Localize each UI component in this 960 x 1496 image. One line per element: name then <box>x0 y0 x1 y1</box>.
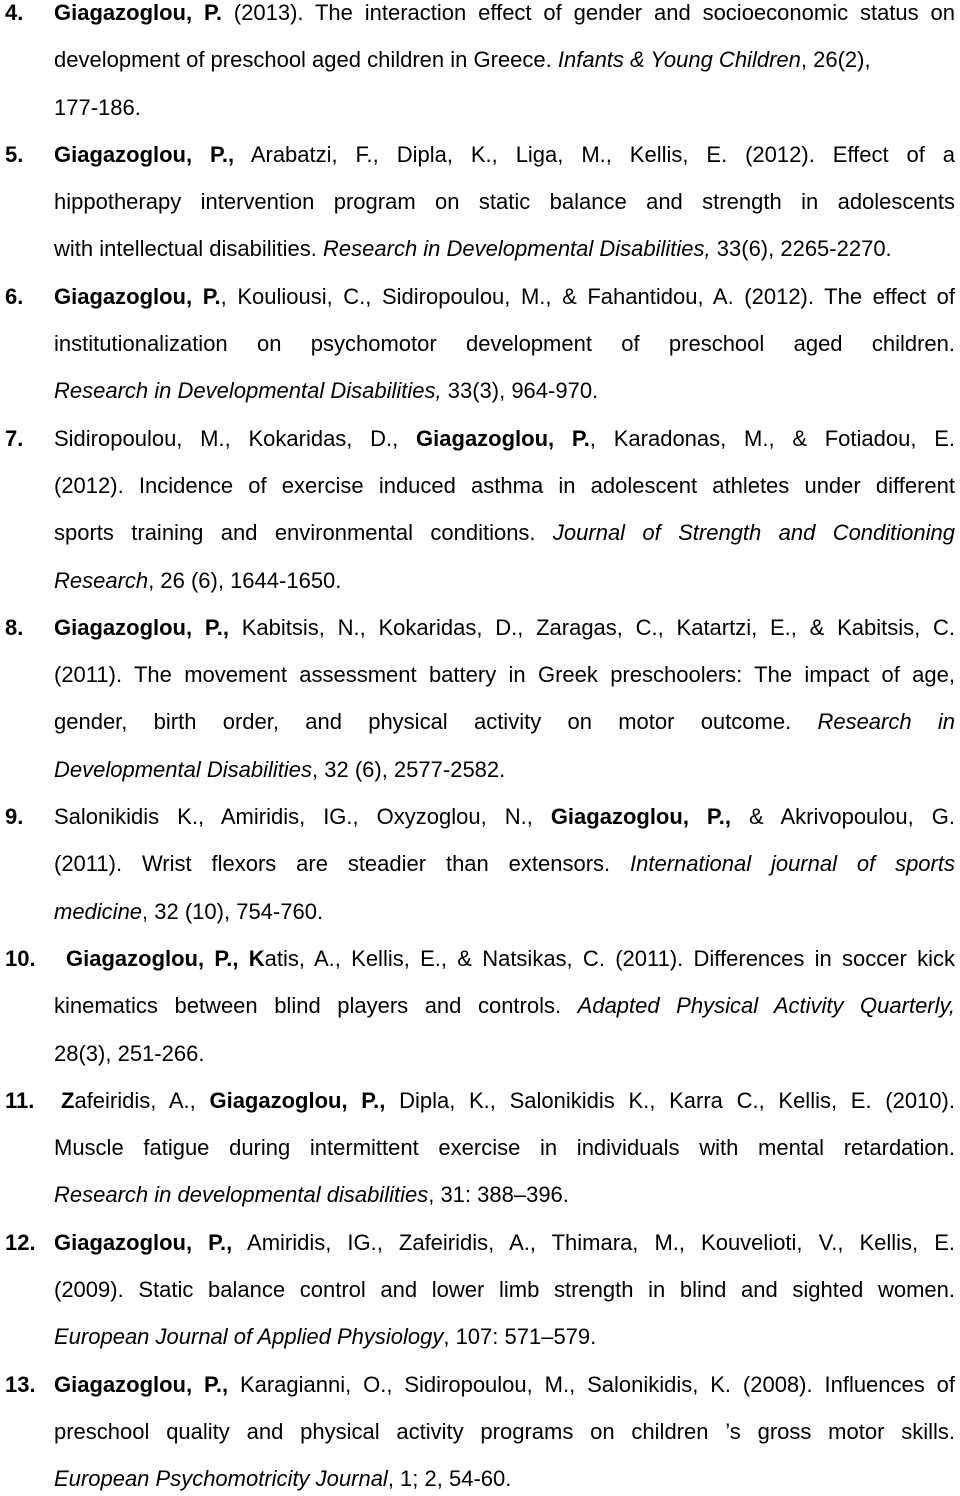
reference-number: 6. <box>5 283 24 309</box>
reference-line-text <box>54 1088 955 1114</box>
citation-text: , Karadonas, M., & Fotiadou, E. <box>589 425 956 451</box>
citation-text: (2011). Wrist flexors are steadier than extensors. <box>54 851 630 877</box>
citation-text: Dipla, K., Salonikidis K., Karra C., Kellis, E. (2010). <box>385 1087 955 1113</box>
highlighted-author-name: Giagazoglou, P., <box>54 1371 229 1397</box>
reference-entry <box>0 1088 960 1209</box>
reference-line <box>0 284 960 310</box>
citation-text: & Akrivopoulou, G. <box>731 804 955 830</box>
reference-entry <box>0 615 960 783</box>
reference-line-text <box>54 899 955 925</box>
reference-number: 13. <box>5 1371 36 1397</box>
reference-line-text <box>54 757 955 783</box>
reference-line-text <box>54 662 955 688</box>
journal-title: medicine <box>54 898 143 924</box>
reference-line-text <box>54 1041 955 1067</box>
reference-line <box>0 236 960 262</box>
reference-line-text <box>54 1230 955 1256</box>
reference-line-text <box>54 473 955 499</box>
citation-text: , 1; 2, 54-60. <box>387 1466 512 1492</box>
citation-text: 33(6), 2265-2270. <box>710 236 892 262</box>
citation-text: gender, birth order, and physical activity on motor outcome. <box>54 709 818 735</box>
citation-text: (2013). The interaction effect of gender and socioeconomic status on <box>221 0 955 25</box>
reference-line-text <box>54 520 955 546</box>
reference-line <box>0 95 960 121</box>
reference-line-text <box>54 95 955 121</box>
journal-title: Research in developmental disabilities <box>54 1182 429 1208</box>
reference-line-text <box>54 709 955 735</box>
citation-text: , 32 (10), 754-760. <box>142 898 324 924</box>
citation-text: development of preschool aged children in Greece. <box>54 47 558 73</box>
reference-line-text <box>54 47 955 73</box>
reference-line-text <box>54 1135 955 1161</box>
reference-number: 10. <box>5 945 36 971</box>
reference-number: 12. <box>5 1229 36 1255</box>
citation-text: with intellectual disabilities. <box>54 236 324 262</box>
reference-entry <box>0 1372 960 1493</box>
reference-line-text <box>54 804 955 830</box>
citation-text: sports training and environmental conditions. <box>54 520 553 546</box>
reference-number: 5. <box>5 141 24 167</box>
reference-line-text <box>54 0 955 26</box>
citation-text: Arabatzi, F., Dipla, K., Liga, M., Kellis, E. (2012). Effect of a <box>234 141 956 167</box>
reference-line <box>0 615 960 641</box>
reference-number: 7. <box>5 425 24 451</box>
reference-line <box>0 1372 960 1398</box>
journal-title: European Journal of Applied Physiology <box>54 1324 444 1350</box>
reference-line-text <box>54 1277 955 1303</box>
reference-line <box>0 1088 960 1114</box>
citation-text: atis, A., Kellis, E., & Natsikas, C. (2011). Differences in soccer kick <box>264 945 955 971</box>
reference-line <box>0 0 960 26</box>
reference-line-text <box>54 568 955 594</box>
reference-line <box>0 993 960 1019</box>
reference-line <box>0 851 960 877</box>
highlighted-author-name: Giagazoglou, P., <box>550 804 731 830</box>
highlighted-author-name: Giagazoglou, P. <box>54 283 221 309</box>
reference-line-text <box>54 615 955 641</box>
citation-text: afeiridis, A., <box>74 1087 210 1113</box>
citation-text: 28(3), 251-266. <box>54 1040 205 1066</box>
reference-line <box>0 662 960 688</box>
highlighted-author-name: Giagazoglou, P. <box>54 0 222 25</box>
journal-title: Research <box>54 567 149 593</box>
reference-line-text <box>54 1419 955 1445</box>
reference-line <box>0 1466 960 1492</box>
reference-line <box>0 1419 960 1445</box>
citation-text: (2009). Static balance control and lower limb strength in blind and sighted women. <box>54 1277 955 1303</box>
reference-number: 8. <box>5 614 24 640</box>
reference-line <box>0 1135 960 1161</box>
reference-line <box>0 1230 960 1256</box>
reference-line-text <box>54 1372 955 1398</box>
citation-text: Karagianni, O., Sidiropoulou, M., Salonikidis, K. (2008). Influences of <box>228 1371 955 1397</box>
journal-title: Infants & Young Children <box>557 47 801 73</box>
reference-line-text <box>54 1324 955 1350</box>
reference-line <box>0 946 960 972</box>
reference-line-text <box>54 331 955 357</box>
highlighted-author-name: Giagazoglou, P., <box>209 1087 386 1113</box>
reference-line <box>0 568 960 594</box>
reference-line-text <box>54 1182 955 1208</box>
highlighted-author-name: Giagazoglou, P., K <box>66 945 265 971</box>
reference-line <box>0 899 960 925</box>
reference-line <box>0 426 960 452</box>
reference-entry <box>0 946 960 1067</box>
citation-text: Muscle fatigue during intermittent exercise in individuals with mental retardation. <box>54 1135 955 1161</box>
reference-line-text <box>54 946 955 972</box>
reference-line-text <box>54 1466 955 1492</box>
citation-text: hippotherapy intervention program on static balance and strength in adolescents <box>54 189 955 215</box>
highlighted-author-name: Giagazoglou, P., <box>54 1229 233 1255</box>
citation-text: Kabitsis, N., Kokaridas, D., Zaragas, C., Katartzi, E., & Kabitsis, C. <box>228 614 956 640</box>
journal-title: European Psychomotricity Journal <box>54 1466 388 1492</box>
reference-line <box>0 142 960 168</box>
highlighted-author-name: Z <box>61 1087 75 1113</box>
citation-text: institutionalization on psychomotor development of preschool aged children. <box>54 331 955 357</box>
reference-line <box>0 378 960 404</box>
citation-text: preschool quality and physical activity programs on children ’s gross motor skills. <box>54 1418 955 1444</box>
reference-number: 4. <box>5 0 24 25</box>
reference-number: 9. <box>5 804 24 830</box>
citation-text: , 107: 571–579. <box>443 1324 597 1350</box>
reference-entry <box>0 0 960 121</box>
citation-text: , 31: 388–396. <box>428 1182 569 1208</box>
citation-text: (2011). The movement assessment battery in Greek preschoolers: The impact of age, <box>54 662 955 688</box>
journal-title: Journal of Strength and Conditioning <box>552 520 955 546</box>
reference-line-text <box>54 189 955 215</box>
citation-text: , 32 (6), 2577-2582. <box>312 756 506 782</box>
citation-text: (2012). Incidence of exercise induced asthma in adolescent athletes under different <box>54 472 955 498</box>
reference-line <box>0 1277 960 1303</box>
citation-text: 33(3), 964-970. <box>441 378 599 404</box>
reference-line <box>0 1324 960 1350</box>
citation-text: 177-186. <box>54 94 141 120</box>
journal-title: Research in Developmental Disabilities, <box>323 236 711 262</box>
citation-text: , Kouliousi, C., Sidiropoulou, M., & Fahantidou, A. (2012). The effect of <box>220 283 955 309</box>
citation-text: Sidiropoulou, M., Kokaridas, D., <box>54 425 417 451</box>
reference-line <box>0 520 960 546</box>
reference-entry <box>0 804 960 925</box>
highlighted-author-name: Giagazoglou, P. <box>416 425 590 451</box>
citation-text: , 26(2), <box>800 47 871 73</box>
citation-text: Salonikidis K., Amiridis, IG., Oxyzoglou, N., <box>54 804 551 830</box>
reference-line <box>0 709 960 735</box>
reference-line <box>0 473 960 499</box>
reference-line <box>0 189 960 215</box>
reference-line <box>0 804 960 830</box>
reference-line <box>0 47 960 73</box>
highlighted-author-name: Giagazoglou, P., <box>54 614 229 640</box>
reference-line-text <box>54 284 955 310</box>
reference-entry <box>0 1230 960 1351</box>
journal-title: Developmental Disabilities <box>54 756 313 782</box>
reference-line <box>0 331 960 357</box>
journal-title: International journal of sports <box>630 851 955 877</box>
reference-line-text <box>54 851 955 877</box>
journal-title: Adapted Physical Activity Quarterly, <box>577 993 955 1019</box>
highlighted-author-name: Giagazoglou, P., <box>54 141 235 167</box>
reference-entry <box>0 284 960 405</box>
reference-line <box>0 1182 960 1208</box>
citation-text: kinematics between blind players and controls. <box>54 993 578 1019</box>
reference-line-text <box>54 426 955 452</box>
journal-title: Research in Developmental Disabilities, <box>54 378 442 404</box>
reference-line-text <box>54 236 955 262</box>
reference-line <box>0 757 960 783</box>
reference-line-text <box>54 378 955 404</box>
citation-text: , 26 (6), 1644-1650. <box>148 567 342 593</box>
reference-line-text <box>54 993 955 1019</box>
reference-line <box>0 1041 960 1067</box>
reference-entry <box>0 426 960 594</box>
citation-text: Amiridis, IG., Zafeiridis, A., Thimara, M., Kouvelioti, V., Kellis, E. <box>232 1229 955 1255</box>
reference-entry <box>0 142 960 263</box>
reference-number: 11. <box>5 1087 35 1113</box>
reference-line-text <box>54 142 955 168</box>
journal-title: Research in <box>817 709 955 735</box>
